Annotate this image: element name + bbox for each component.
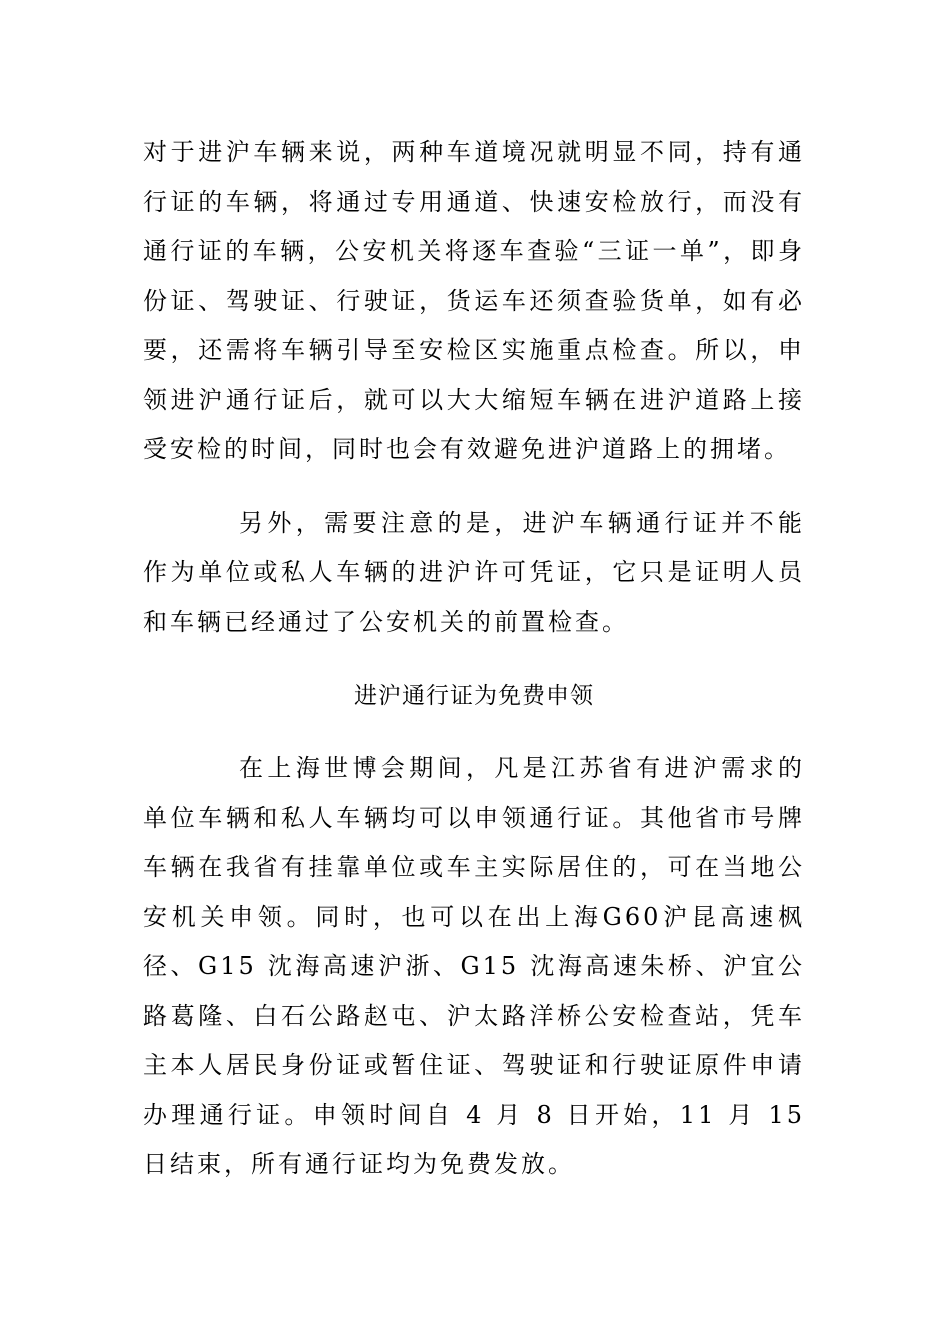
document-body <box>143 128 805 1190</box>
paragraph-note: 另外，需要注意的是，进沪车辆通行证并不能作为单位或私人车辆的进沪许可凭证，它只是证明人员和车辆已经通过了公安机关的前置检查。 <box>143 508 805 636</box>
paragraph-application: 在上海世博会期间，凡是江苏省有进沪需求的单位车辆和私人车辆均可以申领通行证。其他省市号牌车辆在我省有挂靠单位或车主实际居住的，可在当地公安机关申领。同时，也可以在出上海G60沪昆高速枫径、G15 沈海高速沪浙、G15 沈海高速朱桥、沪宜公路葛隆、白石公路赵屯、沪太路洋桥公安检查站，凭车主本人居民身份证或暂住证、驾驶证和行驶证原件申请办理通行证。申领时间自 4 月 8 日开始，11 月 15 日结束，所有通行证均为免费发放。 <box>143 754 805 1178</box>
paragraph-vehicle-lanes: 对于进沪车辆来说，两种车道境况就明显不同，持有通行证的车辆，将通过专用通道、快速安检放行，而没有通行证的车辆，公安机关将逐车查验“三证一单”，即身份证、驾驶证、行驶证，货运车还须查验货单，如有必要，还需将车辆引导至安检区实施重点检查。所以，申领进沪通行证后，就可以大大缩短车辆在进沪道路上接受安检的时间，同时也会有效避免进沪道路上的拥堵。 <box>143 138 805 463</box>
section-heading: 进沪通行证为免费申领 <box>354 683 594 709</box>
